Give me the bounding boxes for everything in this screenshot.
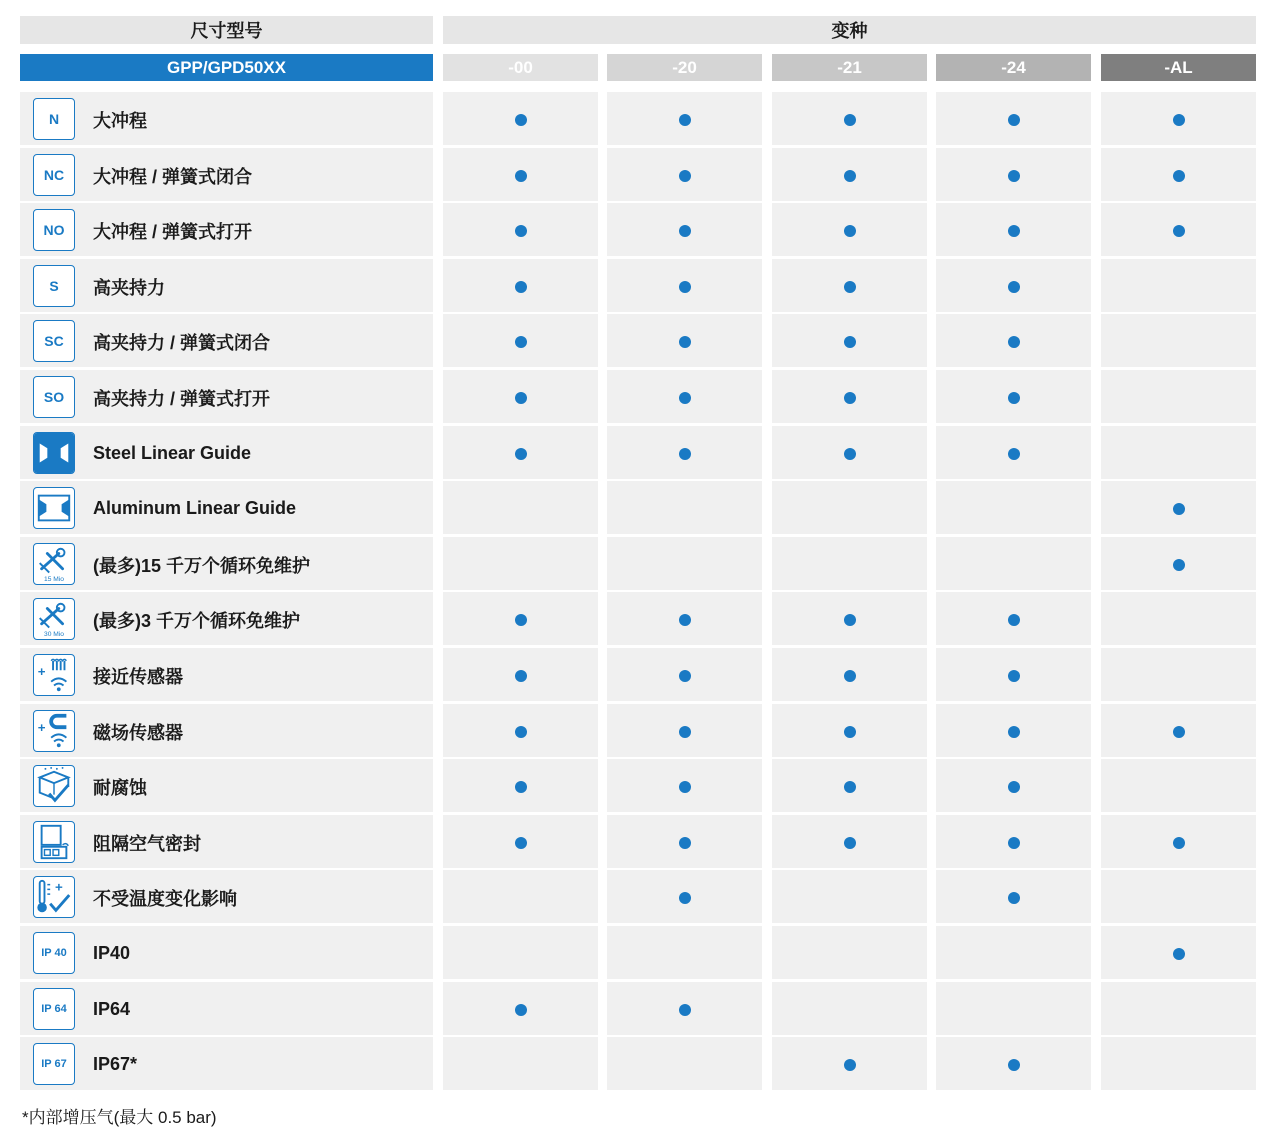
availability-cell <box>1101 704 1256 757</box>
availability-cell <box>1101 92 1256 145</box>
proximity-sensor-icon <box>33 654 75 696</box>
availability-cell <box>1101 259 1256 312</box>
available-dot <box>1008 670 1020 682</box>
available-dot <box>1173 948 1185 960</box>
available-dot <box>679 670 691 682</box>
feature-label: 磁场传感器 <box>93 722 183 743</box>
feature-label: 耐腐蚀 <box>93 777 147 798</box>
available-dot <box>1173 837 1185 849</box>
text-code-icon <box>33 932 75 974</box>
available-dot <box>1008 392 1020 404</box>
available-dot <box>515 670 527 682</box>
available-dot <box>844 170 856 182</box>
corrosion-resistant-icon <box>33 765 75 807</box>
availability-cell <box>1101 592 1256 645</box>
feature-row <box>20 926 433 979</box>
availability-cell <box>936 870 1091 923</box>
available-dot <box>1008 225 1020 237</box>
availability-cell <box>1101 426 1256 479</box>
available-dot <box>1008 448 1020 460</box>
available-dot <box>844 670 856 682</box>
maintenance-free-icon <box>33 543 75 585</box>
availability-cell <box>772 92 927 145</box>
feature-code: S <box>49 278 59 294</box>
available-dot <box>515 281 527 293</box>
feature-code: SC <box>44 333 64 349</box>
feature-row <box>20 1037 433 1090</box>
feature-row <box>20 370 433 423</box>
availability-cell <box>1101 759 1256 812</box>
feature-label: IP64 <box>93 999 131 1019</box>
maintenance-free-icon <box>33 598 75 640</box>
availability-cell <box>936 648 1091 701</box>
svg-text:+: + <box>37 719 46 735</box>
availability-cell <box>772 648 927 701</box>
availability-cell <box>1101 537 1256 590</box>
availability-cell <box>936 704 1091 757</box>
available-dot <box>844 781 856 793</box>
availability-cell <box>607 648 762 701</box>
availability-cell <box>443 870 598 923</box>
availability-cell <box>772 870 927 923</box>
available-dot <box>515 114 527 126</box>
availability-cell <box>607 314 762 367</box>
available-dot <box>844 614 856 626</box>
text-code-icon <box>33 98 75 140</box>
feature-label: 大冲程 <box>93 110 147 131</box>
available-dot <box>515 448 527 460</box>
available-dot <box>1173 114 1185 126</box>
availability-cell <box>772 759 927 812</box>
availability-cell <box>443 926 598 979</box>
availability-cell <box>443 815 598 868</box>
available-dot <box>515 336 527 348</box>
available-dot <box>1008 726 1020 738</box>
availability-cell <box>443 314 598 367</box>
footnote: *内部增压气(最大 0.5 bar) <box>22 1108 217 1127</box>
feature-code: N <box>48 111 60 127</box>
availability-cell <box>607 537 762 590</box>
availability-cell <box>1101 870 1256 923</box>
availability-cell <box>1101 370 1256 423</box>
available-dot <box>679 336 691 348</box>
available-dot <box>1008 892 1020 904</box>
availability-cell <box>936 314 1091 367</box>
availability-cell <box>443 704 598 757</box>
steel-guide-icon <box>33 432 75 474</box>
available-dot <box>679 392 691 404</box>
size-header: 尺寸型号 <box>20 16 433 44</box>
availability-cell <box>443 759 598 812</box>
available-dot <box>679 726 691 738</box>
feature-row <box>20 759 433 812</box>
availability-cell <box>936 982 1091 1035</box>
variant-header-3: -24 <box>936 54 1091 81</box>
available-dot <box>679 114 691 126</box>
availability-cell <box>1101 481 1256 534</box>
available-dot <box>679 225 691 237</box>
available-dot <box>844 281 856 293</box>
available-dot <box>1173 170 1185 182</box>
availability-cell <box>1101 314 1256 367</box>
magnetic-sensor-icon <box>33 710 75 752</box>
available-dot <box>1008 781 1020 793</box>
availability-cell <box>936 370 1091 423</box>
feature-code: NO <box>43 222 65 238</box>
available-dot <box>844 1059 856 1071</box>
available-dot <box>1008 837 1020 849</box>
available-dot <box>844 336 856 348</box>
availability-cell <box>607 92 762 145</box>
availability-cell <box>443 982 598 1035</box>
available-dot <box>1173 503 1185 515</box>
available-dot <box>844 726 856 738</box>
availability-cell <box>1101 203 1256 256</box>
available-dot <box>1008 281 1020 293</box>
feature-label: 阻隔空气密封 <box>93 833 201 854</box>
feature-row <box>20 592 433 645</box>
availability-cell <box>607 203 762 256</box>
feature-label: 不受温度变化影响 <box>93 888 237 909</box>
availability-cell <box>936 926 1091 979</box>
availability-cell <box>443 1037 598 1090</box>
availability-cell <box>443 203 598 256</box>
feature-row <box>20 203 433 256</box>
availability-cell <box>936 259 1091 312</box>
availability-cell <box>1101 1037 1256 1090</box>
feature-row <box>20 259 433 312</box>
available-dot <box>679 170 691 182</box>
feature-code: IP 67 <box>41 1058 67 1070</box>
availability-cell <box>607 926 762 979</box>
variant-header: 变种 <box>443 16 1256 44</box>
feature-label: IP40 <box>93 943 131 963</box>
feature-label: (最多)3 千万个循环免维护 <box>93 610 300 631</box>
variant-header-0: -00 <box>443 54 598 81</box>
availability-cell <box>443 370 598 423</box>
available-dot <box>515 726 527 738</box>
text-code-icon <box>33 209 75 251</box>
availability-cell <box>607 1037 762 1090</box>
feature-row <box>20 648 433 701</box>
availability-cell <box>443 259 598 312</box>
availability-cell <box>772 537 927 590</box>
feature-row <box>20 815 433 868</box>
model-header: GPP/GPD50XX <box>20 54 433 81</box>
availability-cell <box>1101 648 1256 701</box>
availability-cell <box>1101 926 1256 979</box>
availability-cell <box>772 203 927 256</box>
feature-code: SO <box>43 389 65 405</box>
feature-label: 高夹持力 / 弹簧式打开 <box>93 388 271 409</box>
available-dot <box>1008 614 1020 626</box>
feature-label: 大冲程 / 弹簧式打开 <box>93 221 253 242</box>
available-dot <box>844 837 856 849</box>
aluminum-guide-icon <box>33 487 75 529</box>
availability-cell <box>936 148 1091 201</box>
available-dot <box>1173 225 1185 237</box>
text-code-icon <box>33 154 75 196</box>
feature-row <box>20 870 433 923</box>
available-dot <box>844 225 856 237</box>
availability-cell <box>443 426 598 479</box>
available-dot <box>844 448 856 460</box>
availability-cell <box>936 203 1091 256</box>
feature-label: 高夹持力 / 弹簧式闭合 <box>93 332 271 353</box>
available-dot <box>515 837 527 849</box>
availability-cell <box>443 592 598 645</box>
availability-cell <box>772 314 927 367</box>
feature-row <box>20 148 433 201</box>
svg-text:+: + <box>54 879 63 895</box>
feature-label: Steel Linear Guide <box>93 443 252 463</box>
feature-code: NC <box>43 167 65 183</box>
availability-cell <box>772 926 927 979</box>
availability-cell <box>936 92 1091 145</box>
availability-cell <box>772 148 927 201</box>
available-dot <box>679 614 691 626</box>
availability-cell <box>607 815 762 868</box>
availability-cell <box>607 426 762 479</box>
availability-cell <box>443 648 598 701</box>
variant-header-1: -20 <box>607 54 762 81</box>
text-code-icon <box>33 320 75 362</box>
available-dot <box>1008 336 1020 348</box>
feature-label: (最多)15 千万个循环免维护 <box>93 555 311 576</box>
text-code-icon <box>33 1043 75 1085</box>
feature-row <box>20 481 433 534</box>
maintenance-cycles-label: 30 Mio <box>44 631 64 639</box>
availability-cell <box>772 982 927 1035</box>
feature-label: Aluminum Linear Guide <box>93 498 297 518</box>
availability-cell <box>443 537 598 590</box>
available-dot <box>515 392 527 404</box>
availability-cell <box>607 481 762 534</box>
availability-cell <box>607 759 762 812</box>
text-code-icon <box>33 265 75 307</box>
feature-row <box>20 537 433 590</box>
maintenance-cycles-label: 15 Mio <box>44 576 64 584</box>
availability-cell <box>936 426 1091 479</box>
available-dot <box>679 892 691 904</box>
availability-cell <box>936 759 1091 812</box>
available-dot <box>515 1004 527 1016</box>
available-dot <box>679 837 691 849</box>
feature-row <box>20 426 433 479</box>
availability-cell <box>772 704 927 757</box>
availability-cell <box>936 592 1091 645</box>
availability-cell <box>443 92 598 145</box>
sealing-air-icon <box>33 821 75 863</box>
available-dot <box>844 114 856 126</box>
availability-cell <box>607 259 762 312</box>
availability-cell <box>607 592 762 645</box>
availability-cell <box>936 815 1091 868</box>
feature-code: IP 64 <box>41 1003 67 1015</box>
available-dot <box>1008 114 1020 126</box>
available-dot <box>1008 170 1020 182</box>
available-dot <box>844 392 856 404</box>
availability-cell <box>1101 982 1256 1035</box>
availability-cell <box>772 370 927 423</box>
availability-cell <box>936 537 1091 590</box>
availability-cell <box>443 148 598 201</box>
availability-cell <box>936 481 1091 534</box>
available-dot <box>679 781 691 793</box>
availability-cell <box>772 426 927 479</box>
available-dot <box>679 1004 691 1016</box>
availability-cell <box>607 982 762 1035</box>
availability-cell <box>443 481 598 534</box>
availability-cell <box>772 481 927 534</box>
availability-cell <box>1101 148 1256 201</box>
available-dot <box>679 448 691 460</box>
available-dot <box>1008 1059 1020 1071</box>
available-dot <box>679 281 691 293</box>
availability-cell <box>607 870 762 923</box>
availability-cell <box>607 148 762 201</box>
feature-label: IP67* <box>93 1054 138 1074</box>
feature-row <box>20 982 433 1035</box>
availability-cell <box>936 1037 1091 1090</box>
variant-header-4: -AL <box>1101 54 1256 81</box>
feature-label: 接近传感器 <box>93 666 183 687</box>
available-dot <box>515 170 527 182</box>
available-dot <box>515 614 527 626</box>
availability-cell <box>1101 815 1256 868</box>
available-dot <box>1173 559 1185 571</box>
availability-cell <box>607 370 762 423</box>
available-dot <box>1173 726 1185 738</box>
feature-row <box>20 92 433 145</box>
availability-cell <box>607 704 762 757</box>
available-dot <box>515 781 527 793</box>
feature-row <box>20 314 433 367</box>
feature-code: IP 40 <box>41 947 67 959</box>
text-code-icon <box>33 376 75 418</box>
availability-cell <box>772 815 927 868</box>
temperature-icon <box>33 876 75 918</box>
available-dot <box>515 225 527 237</box>
feature-label: 高夹持力 <box>93 277 165 298</box>
svg-text:+: + <box>37 663 46 679</box>
feature-row <box>20 704 433 757</box>
text-code-icon <box>33 988 75 1030</box>
availability-cell <box>772 1037 927 1090</box>
feature-label: 大冲程 / 弹簧式闭合 <box>93 166 253 187</box>
variant-header-2: -21 <box>772 54 927 81</box>
availability-cell <box>772 259 927 312</box>
availability-cell <box>772 592 927 645</box>
